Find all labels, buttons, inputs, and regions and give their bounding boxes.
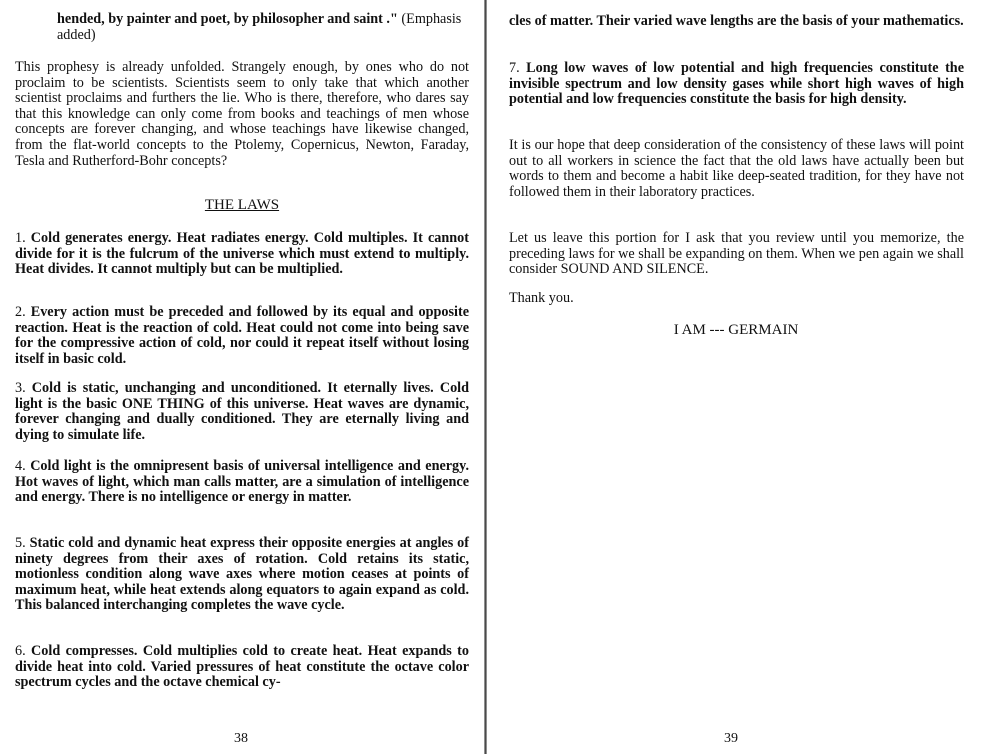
quote-ending-text: hended, by painter and poet, by philosopher and saint ." <box>57 11 398 27</box>
law-4 <box>15 459 469 506</box>
law-2-text: Every action must be preceded and followed by its equal and opposite reaction. Heat is the reaction of cold. Heat could not come into being save for the compressive action of cold, nor could it repeat itself without losing itself in basic cold. <box>15 304 469 367</box>
law-5-number: 5. <box>15 535 26 551</box>
law-6-number: 6. <box>15 643 26 659</box>
page-number-right: 39 <box>724 731 738 746</box>
law-4-number: 4. <box>15 458 26 474</box>
page-number-left: 38 <box>234 731 248 746</box>
hope-paragraph: It is our hope that deep consideration of the consistency of these laws will point out to all workers in science the fact that the old laws have actually been but words to them and become a habit like deep-seated tradition, for they have not followed them in their laboratory practices. <box>509 137 964 200</box>
law-4-text: Cold light is the omnipresent basis of universal intelligence and energy. Hot waves of light, which man calls matter, are a simulation of intelligence and energy. There is no intelligence or energy in matter. <box>15 458 470 506</box>
law-7-text: Long low waves of low potential and high frequencies constitute the invisible spectrum and low density gases while short high waves of high potential and low frequencies constitute the basis for high density. <box>509 60 964 108</box>
thank-you: Thank you. <box>509 290 574 306</box>
law-1 <box>15 231 469 278</box>
law-2-number: 2. <box>15 304 26 320</box>
law-3-text: Cold is static, unchanging and unconditioned. It eternally lives. Cold light is the basic ONE THING of this universe. Heat waves are dynamic, forever changing and dually conditioned. They are eternally living and dying to simulate life. <box>15 380 469 443</box>
intro-paragraph: This prophesy is already unfolded. Strangely enough, by ones who do not proclaim to be scientists. Scientists seem to only take that which another scientist proclaims and furthers the lie. Who is there, therefore, who dares say that this knowledge can only come from books and teachings of men whose concepts are forever changing, and whose teachings have likewise changed, from the flat-world concepts to the Ptolemy, Copernicus, Newton, Faraday, Tesla and Rutherford-Bohr concepts? <box>15 59 469 169</box>
law-3 <box>15 381 469 443</box>
quote-ending <box>57 12 477 43</box>
law-5-text: Static cold and dynamic heat express their opposite energies at angles of ninety degrees from their axes of rotation. Cold retains its static, motionless condition along wave axes where motion ceases at points of maximum heat, while heat extends along equators to again expand as cold. This balanced interchanging completes the wave cycle. <box>15 535 469 614</box>
right-page <box>488 0 984 754</box>
law-7 <box>509 61 964 108</box>
law-3-number: 3. <box>15 380 26 396</box>
law-6 <box>15 644 469 691</box>
law-1-text: Cold generates energy. Heat radiates energy. Cold multiples. It cannot divide for it is the fulcrum of the universe which must extend to multiply. Heat divides. It cannot multiply but can be multiplied. <box>15 230 470 278</box>
signature: I AM --- GERMAIN <box>673 322 799 338</box>
book-gutter <box>484 0 487 754</box>
closing-paragraph: Let us leave this portion for I ask that you review until you memorize, the preceding laws for we shall be expanding on them. When we pen again we shall consider SOUND AND SILENCE. <box>509 230 964 278</box>
law-6-continued: cles of matter. Their varied wave lengths are the basis of your mathematics. <box>509 13 964 29</box>
law-1-number: 1. <box>15 230 26 246</box>
law-5 <box>15 536 469 614</box>
emphasis-note: (Emphasis added) <box>57 11 462 43</box>
law-6-text: Cold compresses. Cold multiplies cold to create heat. Heat expands to divide heat into cold. Varied pressures of heat constitute the octave color spectrum cycles and the octave chemical cy- <box>15 643 469 691</box>
law-2 <box>15 305 469 367</box>
laws-heading: THE LAWS <box>204 197 280 213</box>
law-7-number: 7. <box>509 60 520 76</box>
left-page <box>0 0 484 754</box>
